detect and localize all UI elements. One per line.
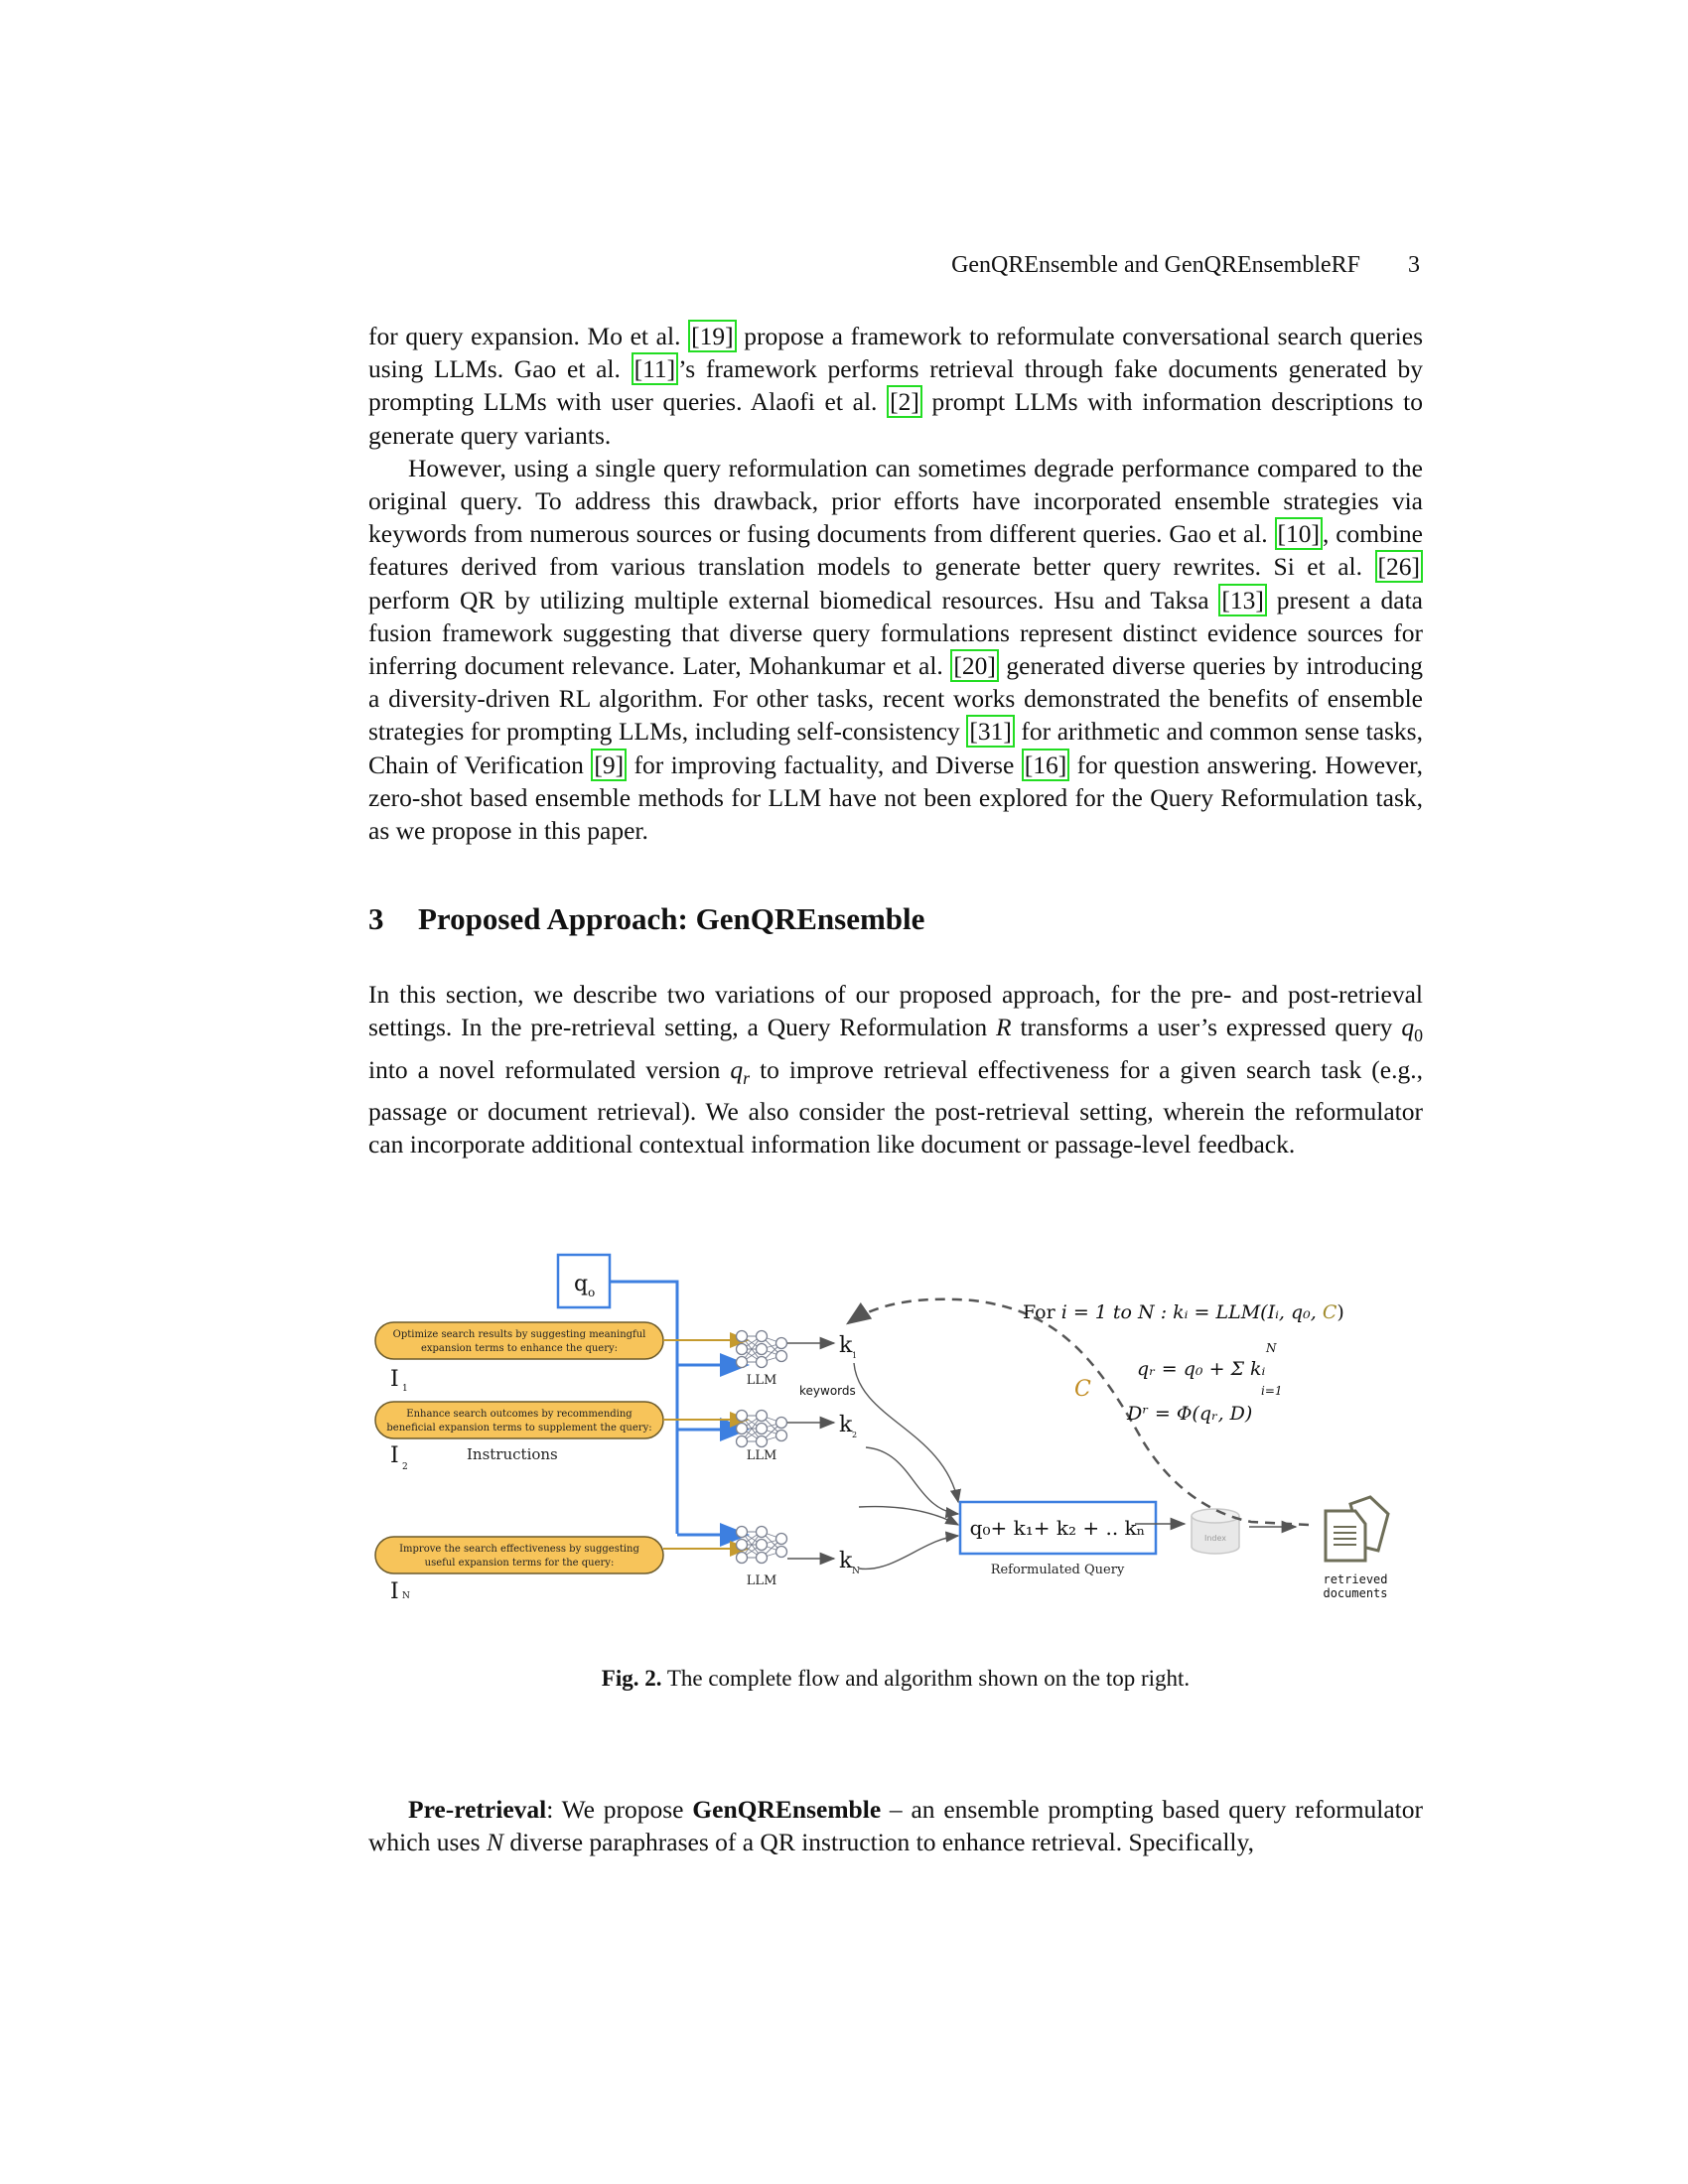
running-header [367, 250, 1420, 280]
svg-text:beneficial expansion terms to: beneficial expansion terms to supplement the query: [386, 1423, 652, 1433]
llm-to-keyword-arrows [787, 1343, 834, 1559]
caption-text: The complete flow and algorithm shown on the top right. [661, 1666, 1191, 1691]
instruction-1 [375, 1322, 748, 1394]
retrieved-label-2: documents [1323, 1586, 1388, 1598]
running-title: GenQREnsemble and GenQREnsembleRF [951, 252, 1360, 278]
svg-text:N: N [402, 1591, 410, 1598]
svg-text:Improve the search effectivene: Improve the search effectiveness by suggesting [399, 1544, 639, 1555]
pre-retrieval-text [368, 1793, 1423, 1858]
svg-text:expansion terms to enhance the: expansion terms to enhance the query: [420, 1343, 619, 1354]
svg-text:N: N [1266, 1341, 1277, 1355]
svg-text:N: N [852, 1567, 860, 1576]
svg-text:k: k [839, 1549, 853, 1573]
section-title: Proposed Approach: GenQREnsemble [418, 901, 925, 936]
svg-text:o: o [588, 1286, 596, 1299]
keyword-kn [839, 1549, 860, 1576]
citation-link[interactable]: [10] [1275, 517, 1323, 550]
algorithm-block [1023, 1301, 1344, 1425]
citation-link[interactable]: [2] [887, 385, 922, 418]
paragraph-1: for query expansion. Mo et al. [19] propose a framework to reformulate conversational search queries using LLMs. Gao et al. [11] ’s framework performs retrieval through fake documents generated by prompting LLMs with user queries. Alaofi et al. [2] prompt LLMs with information descriptions to generate query variants. [368, 322, 1424, 450]
svg-text:2: 2 [402, 1462, 408, 1472]
svg-text:Reformulated Query: Reformulated Query [990, 1563, 1125, 1577]
paragraph-3: In this section, we describe two variations of our proposed approach, for the pre- and post-retrieval settings. In the pre-retrieval setting, a Query Reformulation R transforms a user’s expressed query $q_0$ into a novel reformulated version $q_r$ to improve retrieval effectiveness for a given search task (e.g., passage or document retrieval). We also consider the post-retrieval setting, wherein the reformulator can incorporate additional contextual information like document or passage-level feedback. [368, 980, 1423, 1159]
related-work-text [368, 320, 1423, 847]
citation-link[interactable]: [11] [632, 352, 679, 385]
llm-n [737, 1527, 787, 1589]
section-number: 3 [368, 901, 384, 936]
context-label: C [1074, 1377, 1091, 1402]
svg-text:q₀+ k₁+ k₂ + .. kₙ: q₀+ k₁+ k₂ + .. kₙ [969, 1516, 1146, 1540]
svg-text:For i = 1 to N : kᵢ = LLM(Iᵢ,: For i = 1 to N : kᵢ = LLM(Iᵢ, q₀, C) [1023, 1301, 1344, 1323]
instructions-label: Instructions [467, 1445, 558, 1463]
figure-2-diagram [357, 1231, 1430, 1598]
svg-text:2: 2 [852, 1431, 858, 1439]
svg-text:Dʳ = Φ(qᵣ, D): Dʳ = Φ(qᵣ, D) [1127, 1403, 1253, 1425]
svg-text:Optimize search results by sug: Optimize search results by suggesting meaningful [392, 1329, 646, 1340]
svg-text:Index: Index [1203, 1534, 1227, 1543]
keyword-k2 [839, 1413, 857, 1439]
svg-text:I: I [390, 1367, 399, 1392]
paragraph-2: However, using a single query reformulation can sometimes degrade performance compared to the original query. To address this drawback, prior efforts have incorporated ensemble strategies via keywords from numerous sources or fusing documents from different queries. Gao et al. [10] , combine features derived from various translation models to generate better query rewrites. Si et al. [26] perform QR by utilizing multiple external biomedical resources. Hsu and Taksa [13] present a data fusion framework suggesting that diverse query formulations represent distinct evidence sources for inferring document relevance. Later, Mohankumar et al. [20] generated diverse queries by introducing a diversity-driven RL algorithm. For other tasks, recent works demonstrated the benefits of ensemble strategies for prompting LLMs, including self-consistency [31] for arithmetic and common sense tasks, Chain of Verification [9] for improving factuality, and Diverse [16] for question answering. However, zero-shot based ensemble methods for LLM have not been explored for the Query Reformulation task, as we propose in this paper. [368, 453, 1424, 846]
svg-text:qᵣ = q₀ + Σ kᵢ: qᵣ = q₀ + Σ kᵢ [1137, 1358, 1266, 1380]
citation-link[interactable]: [31] [966, 715, 1014, 748]
svg-text:k: k [839, 1333, 853, 1358]
svg-text:I: I [390, 1443, 399, 1468]
citation-link[interactable]: [16] [1022, 749, 1069, 781]
citation-link[interactable]: [20] [950, 649, 998, 682]
llm-2 [737, 1411, 787, 1464]
svg-text:LLM: LLM [746, 1448, 777, 1463]
citation-link[interactable]: [26] [1375, 550, 1423, 583]
svg-text:i=1: i=1 [1261, 1384, 1283, 1398]
query-box [558, 1255, 610, 1307]
reformulated-query-box [960, 1502, 1156, 1577]
svg-text:Enhance search outcomes by rec: Enhance search outcomes by recommending [406, 1409, 633, 1420]
figure-caption [368, 1664, 1423, 1694]
svg-text:I: I [390, 1579, 399, 1598]
citation-link[interactable]: [13] [1218, 584, 1266, 616]
index-cylinder-icon [1192, 1509, 1239, 1554]
paragraph-4: Pre-retrieval: We propose GenQREnsemble – an ensemble prompting based query reformulator which uses N diverse paraphrases of a QR instruction to enhance retrieval. Specifically, [368, 1795, 1424, 1857]
citation-link[interactable]: [19] [688, 320, 736, 352]
svg-text:LLM: LLM [746, 1373, 777, 1388]
section-heading [368, 899, 924, 939]
instruction-2 [375, 1402, 748, 1472]
citation-link[interactable]: [9] [591, 749, 627, 781]
keywords-label: keywords [799, 1384, 856, 1398]
retrieved-documents-icon [1326, 1497, 1388, 1561]
instruction-n [375, 1537, 748, 1598]
svg-text:k: k [839, 1413, 853, 1437]
keyword-k1 [839, 1333, 857, 1360]
svg-text:1: 1 [402, 1384, 408, 1394]
llm-1 [737, 1331, 787, 1389]
svg-text:1: 1 [852, 1351, 858, 1360]
svg-text:LLM: LLM [746, 1573, 777, 1588]
svg-text:useful expansion terms for the: useful expansion terms for the query: [424, 1558, 615, 1569]
keyword-merge-curves [854, 1363, 958, 1569]
svg-text:q: q [574, 1272, 589, 1297]
section-intro-text [368, 978, 1423, 1160]
page-number: 3 [1408, 252, 1420, 278]
retrieved-label-1: retrieved [1323, 1572, 1388, 1586]
caption-label: Fig. 2. [601, 1666, 662, 1691]
